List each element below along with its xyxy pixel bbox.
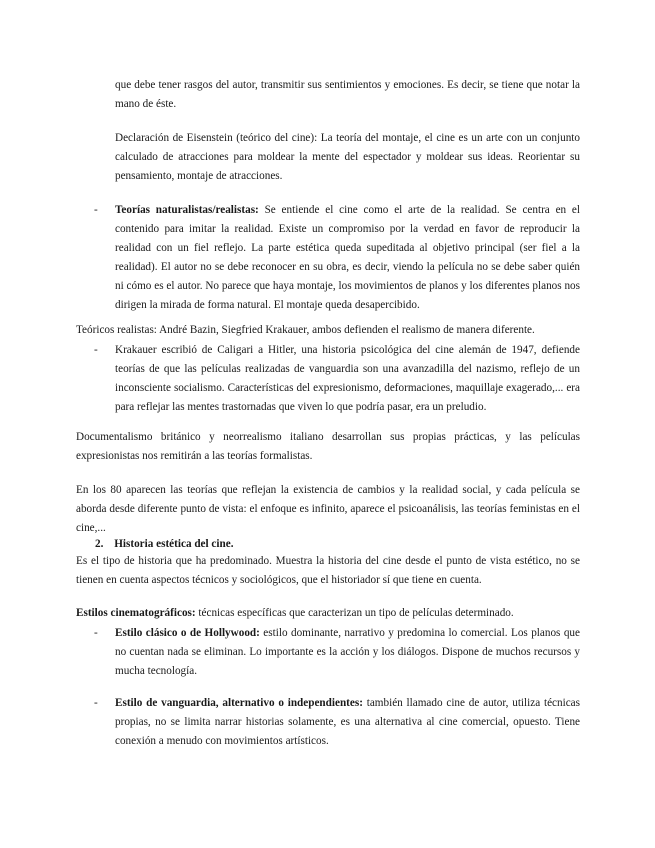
list-item-krakauer <box>94 341 580 417</box>
krakauer-text: Krakauer escribió de Caligari a Hitler, una historia psicológica del cine alemán de 1947, defiende teorías de que las películas realizadas de vanguardia son una avanzadilla del nazismo, reflejo de un inconsciente socialismo. Características del expresionismo, deformaciones, maquillaje exagerado,... era para reflejar las mentes trastornadas que viven lo que podría pasar, era un preludio. <box>115 344 580 413</box>
bullet-dash: - <box>94 344 98 356</box>
list-item-clasico <box>94 624 580 681</box>
paragraph-documentalismo: Documentalismo británico y neorrealismo italiano desarrollan sus propias prácticas, y las películas expresionistas nos remitirán a las teorías formalistas. <box>76 431 580 462</box>
paragraph-teoricos-realistas: Teóricos realistas: André Bazin, Siegfried Krakauer, ambos defienden el realismo de manera diferente. <box>76 324 535 336</box>
term-estilos: Estilos cinematográficos: <box>76 607 196 619</box>
definition-naturalistas: Se entiende el cine como el arte de la realidad. Se centra en el contenido para imitar la realidad. Existe un compromiso por la verdad en favor de reproducir la realidad con un fiel reflejo. La parte estética queda supeditada al objetivo principal (ser fiel a la realidad). El autor no se debe reconocer en su obra, es decir, viendo la película no se debe saber quién ni cómo es el autor. No parece que haya montaje, los movimientos de planos y los diferentes planos nos dirigen la mirada de forma natural. El montaje queda desapercibido. <box>115 204 580 311</box>
term-clasico: Estilo clásico o de Hollywood: <box>115 627 260 639</box>
definition-clasico: estilo dominante, narrativo y predomina lo comercial. Los planos que no cuentan nada se eliminan. Lo importante es la acción y los diálogos. Dispone de muchos recursos y mucha tecnología. <box>115 627 580 677</box>
paragraph-eisenstein: Declaración de Eisenstein (teórico del cine): La teoría del montaje, el cine es un arte con un conjunto calculado de atracciones para moldear la mente del espectador y moldear sus ideas. Reorientar su pensamiento, montaje de atracciones. <box>115 132 580 182</box>
paragraph-anos-80: En los 80 aparecen las teorías que reflejan la existencia de cambios y la realidad social, y cada película se aborda desde diferente punto de vista: el enfoque es infinito, aparece el psicoanálisis, las teorías feministas en el cine,... <box>76 484 580 534</box>
paragraph-estilos <box>76 604 580 623</box>
paragraph-historia-estetica: Es el tipo de historia que ha predominado. Muestra la historia del cine desde el punto de vista estético, no se tienen en cuenta aspectos técnicos y sociológicos, que el historiador sí que tiene en cuenta. <box>76 555 580 586</box>
section-title: Historia estética del cine. <box>114 538 234 550</box>
paragraph-continuation: que debe tener rasgos del autor, transmitir sus sentimientos y emociones. Es decir, se tiene que notar la mano de éste. <box>115 79 580 110</box>
list-item-naturalistas <box>94 201 580 315</box>
section-number: 2. <box>95 538 104 550</box>
term-naturalistas: Teorías naturalistas/realistas: <box>115 204 259 216</box>
definition-vanguardia: también llamado cine de autor, utiliza técnicas propias, no se limita narrar historias solamente, es una alternativa al cine comercial, opuesto. Tiene conexión a menudo con movimientos artísticos. <box>115 697 580 747</box>
definition-estilos: técnicas específicas que caracterizan un tipo de películas determinado. <box>195 607 514 619</box>
term-vanguardia: Estilo de vanguardia, alternativo o independientes: <box>115 697 363 709</box>
bullet-dash: - <box>94 697 98 709</box>
bullet-dash: - <box>94 627 98 639</box>
bullet-dash: - <box>94 204 98 216</box>
list-item-vanguardia <box>94 694 580 751</box>
